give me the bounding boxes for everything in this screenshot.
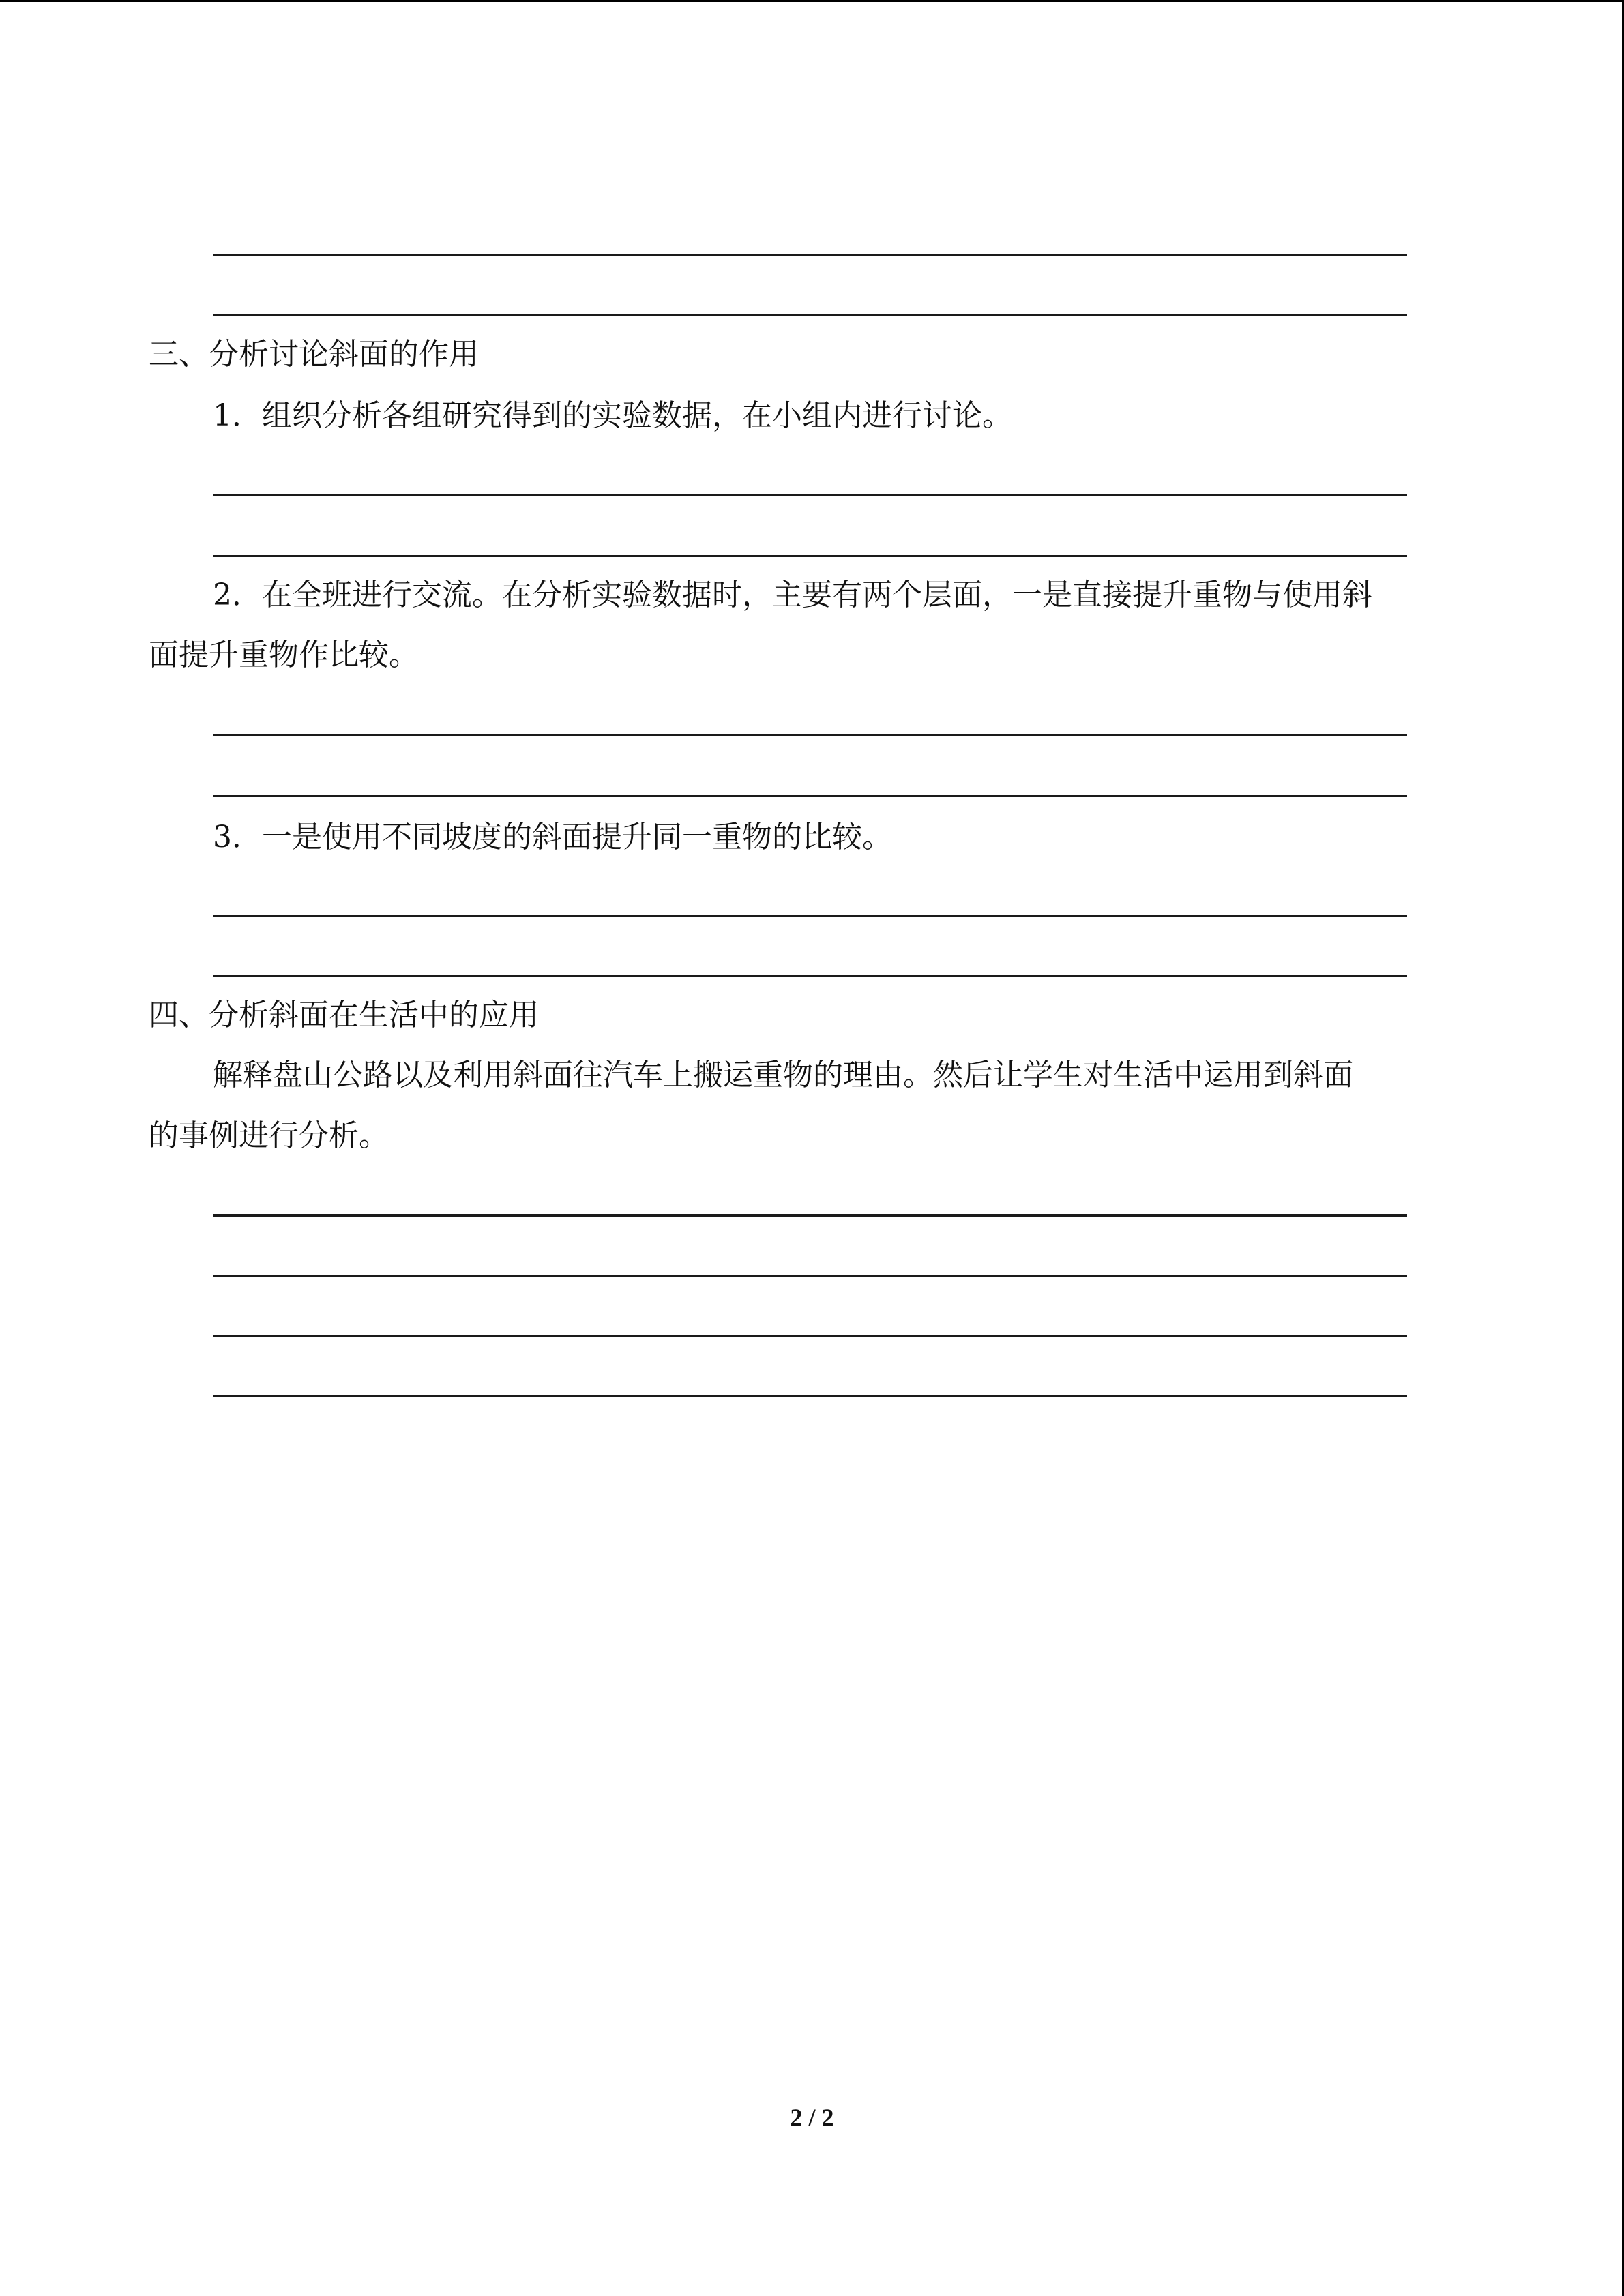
answer-line [213, 734, 1407, 736]
answer-line [213, 1395, 1407, 1397]
section-3-item-2-line-1: 2．在全班进行交流。在分析实验数据时，主要有两个层面，一是直接提升重物与使用斜 [213, 578, 1372, 612]
section-4-heading: 四、分析斜面在生活中的应用 [149, 998, 539, 1032]
answer-line [213, 494, 1407, 496]
section-3-item-2-line-2: 面提升重物作比较。 [149, 638, 419, 672]
answer-line [213, 555, 1407, 557]
section-3-item-3: 3．一是使用不同坡度的斜面提升同一重物的比较。 [213, 820, 892, 854]
section-3-item-1: 1．组织分析各组研究得到的实验数据，在小组内进行讨论。 [213, 398, 1012, 433]
answer-line [213, 314, 1407, 316]
section-4-paragraph-line-1: 解释盘山公路以及利用斜面往汽车上搬运重物的理由。然后让学生对生活中运用到斜面 [213, 1058, 1353, 1092]
answer-line [213, 254, 1407, 256]
page-top-border [0, 0, 1624, 2]
section-3-heading: 三、分析讨论斜面的作用 [149, 337, 479, 372]
answer-line [213, 915, 1407, 917]
answer-line [213, 1275, 1407, 1277]
answer-line [213, 1335, 1407, 1337]
section-4-paragraph-line-2: 的事例进行分析。 [149, 1118, 389, 1153]
page-number: 2 / 2 [790, 2104, 834, 2131]
answer-line [213, 975, 1407, 977]
answer-line [213, 795, 1407, 797]
answer-line [213, 1214, 1407, 1217]
